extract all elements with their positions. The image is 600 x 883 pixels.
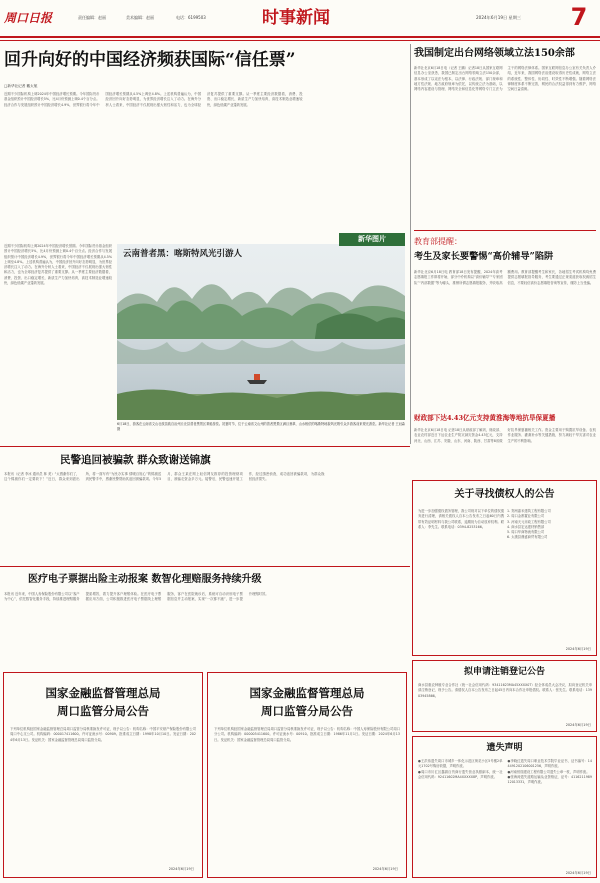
notice1-title-line2: 周口监管分局公告 — [57, 704, 149, 718]
notice5-title: 遗失声明 — [486, 743, 523, 753]
art2-rule — [414, 230, 596, 231]
art2-headline: 考生及家长要警惕“高价辅导”陷阱 — [414, 251, 554, 262]
notice1-box — [3, 672, 203, 878]
notice2-title-line1: 国家金融监督管理总局 — [249, 686, 365, 700]
notice1-body: 下列单位机构经国家金融监督管理总局周口监管分局核准换发许可证，现予以公告：机构名称：中国平安财产保险股份有限公司周口中心支公司。机构编码：000017411600。许可证流水号：00909。批准成立日期：1998年10月10日。发证日期：2024年6月13日。发证机关：国家金融监督管理总局周口监管分局。 — [10, 727, 196, 742]
notice2-box — [207, 672, 407, 878]
art1-body: 新华社北京6月18日电（记者 王鹏）记者18日从国家互联网信息办公室获悉，我国已制定出台网络领域立法150余部，基本形成了以宪法为根本，以法律、行政法规、部门规章和地方性法规、地方政府规章为依托，以传统立法为基础，以网络内容建设与管理、网络安全和信息化等网络专门立法为主干的网络法律体系。国家互联网信息办公室有关负责人介绍，近年来，我国网络法治建设取得历史性成就，网络立法的系统性、整体性、协同性、时效性不断增强。随着网络法律制度体系不断完善，网民的合法权益得到有力维护，网络空间日益清朗。 — [414, 66, 596, 92]
notice1-title-line1: 国家金融监督管理总局 — [45, 686, 161, 700]
notice2-date: 2024年6月19日 — [372, 867, 398, 871]
notice3-list-item: 1. 郑州嘉禾建筑工程有限公司 — [507, 509, 551, 513]
notice5-items — [418, 759, 592, 869]
notice5-item: ●河南恒瑞建设工程有限公司遗失公章一枚，声明作废。 — [507, 769, 590, 774]
art5-headline: 医疗电子票据出险主动报案 数智化理赔服务持续升级 — [28, 574, 262, 585]
notice5-box — [412, 736, 597, 878]
notice3-box — [412, 480, 597, 656]
check-info: 美术编辑：赵丽 — [126, 15, 154, 20]
notice5-item: ●张海涛遗失道路运输从业资格证，证号：411621198912013331，声明作废。 — [507, 774, 592, 785]
art3-body: 新华社北京6月18日电 记者18日从财政部了解到，财政部、农业农村部近日下达农业生产防灾减灾资金4.43亿元，支持河北、山西、江苏、安徽、山东、河南、陕西、甘肃等8省做好抗旱保夏播相关工作。资金主要用于购置抗旱设备、农机作业服务、灌溉补水等关键措施，努力减轻干旱灾害对农业生产的不利影响。 — [414, 428, 596, 443]
page-number: 7 — [570, 3, 588, 31]
notice3-list-item: 4. 商水县宏达建材销售部 — [507, 524, 545, 529]
lead-headline: 回升向好的中国经济频获国际“信任票” — [4, 50, 296, 70]
lead-body: 近期不少国际机构上调2024年中国经济增长预期。今年国际货币基金组织预计中国经济增长5%，比4月份预测上调0.4个百分点。经济合作与发展组织预计中国经济增长4.9%，世界银行将今年中国经济增长预期从4.5%上调至4.8%。上述机构普遍认为，中国经济回升向好态势明显，为世界经济增长注入了动力。在海外分析人士看来，中国经济不仅展现出强大韧性和活力，也为全球经济复苏提供了重要支撑。从一季度主要经济数据看，消费、投资、出口稳定增长，新质生产力加快培育，高技术制造业增速较快，绿色低碳产业蓬勃发展。 — [4, 92, 303, 107]
art4-headline: 民警追回被骗款 群众致谢送锦旗 — [60, 454, 211, 466]
notice5-item: ●王洪伟遗失周口市城乡一体化示范区荷花小区5号楼2单元1702号购房收据，声明作废。 — [418, 759, 503, 769]
lead-body-continued: 近期不少国际机构上调2024年中国经济增长预期。今年国际货币基金组织预计中国经济增长5%，比4月份预测上调0.4个百分点。经济合作与发展组织预计中国经济增长4.9%，世界银行将今年中国经济增长预期从4.5%上调至4.8%。上述机构普遍认为，中国经济回升向好态势明显，为世界经济增长注入了动力。在海外分析人士看来，中国经济不仅展现出强大韧性和活力，也为全球经济复苏提供了重要支撑。从一季度主要经济数据看，消费、投资、出口稳定增长，新质生产力加快培育，高技术制造业增速较快，绿色低碳产业蓬勃发展。 — [4, 244, 112, 286]
masthead-rule — [0, 36, 600, 38]
karst-landscape-photo — [117, 244, 405, 420]
art5-body: 本报讯 近年来，中国人寿保险股份有限公司以“客户为中心”，依托数智化服务手段，持续推进理赔服务提质增效，着力提升客户理赔体验。在医疗电子票据应用方面，公司积极推进医疗电子票据线上理赔服务，客户在医院就诊后，系统可自动识别电子票据信息并主动报案，实现“一次都不跑”，进一步提升理赔时效。 — [4, 592, 269, 602]
photo-title: 云南普者黑：喀斯特风光引游人 — [123, 249, 243, 259]
photo-tag-label: 新华图片 — [358, 235, 386, 243]
phone-info: 电话：6199503 — [176, 15, 206, 20]
photo-block — [117, 235, 405, 420]
newspaper-logo: 周口日报 — [4, 11, 53, 25]
art1-headline: 我国制定出台网络领域立法150余部 — [414, 48, 575, 59]
notice5-item: ●周口市川汇区鑫源百货商行遗失营业执照副本，统一社会信用代码：92411602MA4XXXXX8P，声明作废。 — [418, 769, 503, 779]
section-title: 时事新闻 — [262, 8, 330, 28]
mid-rule — [0, 446, 410, 447]
column-divider — [410, 44, 411, 444]
lead-byline: □新华社记者 戴太航 — [4, 84, 38, 88]
photo-tag — [339, 233, 405, 246]
art2-body: 新华社北京6月18日电 教育部18日发布提醒，2024年高考志愿填报工作即将开始，部分中介机构以“高价辅导”“专家团队”“内部数据”等为噱头，推销所谓志愿填报服务，并收取高额费用。教育部提醒考生和家长，各地招生考试机构均免费提供志愿填报指导服务，考生要通过正规渠道获取权威招生信息，不要轻信高价志愿填报咨询等宣传，谨防上当受骗。 — [414, 270, 596, 285]
notice3-list-item: 5. 周口华商物流有限公司 — [507, 530, 545, 535]
notice2-body: 下列单位机构经国家金融监督管理总局周口监管分局核准换发许可证，现予以公告：机构名称：中国人寿保险股份有限公司周口分公司。机构编码：000005411600。许可证流水号：00910。批准成立日期：1986年11月1日。发证日期：2024年6月13日。发证机关：国家金融监督管理总局周口监管分局。 — [214, 727, 400, 742]
notice5-date: 2024年6月19日 — [565, 871, 591, 875]
notice3-title: 关于寻找债权人的公告 — [454, 489, 555, 500]
art3-headline: 财政部下达4.43亿元支持黄淮海等地抗旱保夏播 — [414, 414, 556, 422]
notice3-list-item: 3. 河南天元市政工程有限公司 — [507, 519, 551, 524]
editor-info: 责任编辑：赵丽 — [78, 15, 106, 20]
art5-rule — [0, 566, 410, 567]
art4-body: 本报讯（记者 李冰 通讯员 林 美）“太感谢你们了，这个锦旗你们一定要收下！”近日，群众来到派出所，将一面写有“为民办实事 情暖百姓心”的锦旗送到民警手中，感谢民警帮助其追回被骗款项。今年5月，群众王某在网上轻信网友推荐的投资理财项目，被骗走资金多万元。接警后，民警迅速开展工作，经过缜密侦查，成功追回被骗款项，为群众挽回经济损失。 — [4, 472, 325, 482]
page-date: 2024年6月19日 星期三 — [476, 15, 522, 20]
notice1-date: 2024年6月19日 — [168, 867, 194, 871]
masthead-rule-thin — [0, 40, 600, 41]
photo-caption: 6月18日，游客在云南省文山壮族苗族自治州丘北县普者黑景区乘船游览。初夏时节，位于云南省文山州的普者黑景区满目葱翠，山水相依的喀斯特地貌风光吸引众多游客前来观光游览。新华社记者 王冠森 摄 — [117, 422, 405, 431]
notice3-list-item: 2. 周口金都置业有限公司 — [507, 514, 545, 519]
notice3-list-item: 6. 太康县鼎盛商贸有限公司 — [507, 535, 548, 540]
notice4-date: 2024年6月19日 — [565, 723, 591, 727]
notice4-box — [412, 660, 597, 732]
notice4-body: 商水县惠农种植专业合作社（统一社会信用代码：93411623MA45XXXX0T）经全体成员大会决议，拟向登记机关申请注销登记，现予公告。请债权人自本公告发布之日起45日内向本合作社申报债权。联系人：张先生。联系电话：13903945866。 — [418, 683, 592, 698]
notice3-date: 2024年6月19日 — [565, 647, 591, 651]
notice3-body: 为进一步加强债权债务管理，我公司现对以下单位的债权债务进行清理，请相关债权人自本公告发布之日起60日内携带有效证明材料与我公司联系，逾期视为自动放弃权利。联系人：李先生。联系电话：0394-8253166。 — [418, 509, 504, 529]
art2-kicker: 教育部提醒： — [414, 237, 462, 246]
notice5-item: ●李晓红遗失周口职业技术学院毕业证书，证书编号：144491202106001256，声明作废。 — [507, 759, 592, 769]
notice3-list — [507, 509, 593, 629]
notice4-title: 拟申请注销登记公告 — [463, 667, 545, 677]
notice2-title-line2: 周口监管分局公告 — [261, 704, 353, 718]
